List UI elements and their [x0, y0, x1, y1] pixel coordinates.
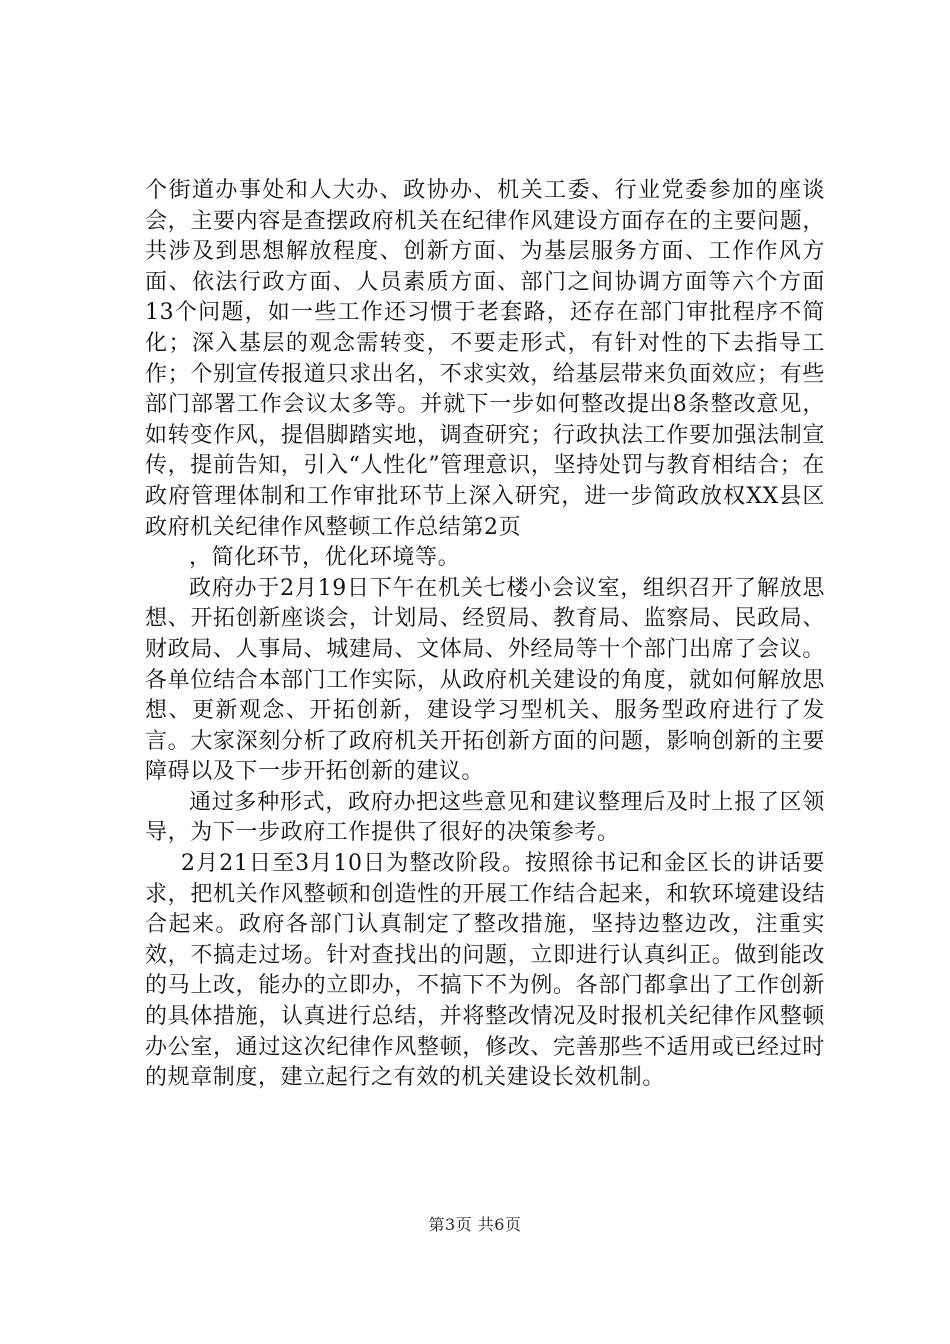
- paragraph-rectification: 2月21日至3月10日为整改阶段。按照徐书记和金区长的讲话要求，把机关作风整顿和创造性的开展工作结合起来，和软环境建设结合起来。政府各部门认真制定了整改措施，坚持边整边改，注重实效，不搞走过场。针对查找出的问题，立即进行认真纠正。做到能改的马上改，能办的立即办，不搞下不为例。各部门都拿出了工作创新的具体措施，认真进行总结，并将整改情况及时报机关纪律作风整顿办公室，通过这次纪律作风整顿，修改、完善那些不适用或已经过时的规章制度，建立起行之有效的机关建设长效机制。: [145, 851, 825, 1091]
- paragraph-forum: 政府办于2月19日下午在机关七楼小会议室，组织召开了解放思想、开拓创新座谈会，计划局、经贸局、教育局、监察局、民政局、财政局、人事局、城建局、文体局、外经局等十个部门出席了会议。各单位结合本部门工作实际，从政府机关建设的角度，就如何解放思想、更新观念、开拓创新，建设学习型机关、服务型政府进行了发言。大家深刻分析了政府机关开拓创新方面的问题，影响创新的主要障碍以及下一步开拓创新的建议。: [145, 575, 825, 785]
- document-body: [145, 176, 825, 1094]
- paragraph-continuation: 个街道办事处和人大办、政协办、机关工委、行业党委参加的座谈会，主要内容是查摆政府机关在纪律作风建设方面存在的主要问题，共涉及到思想解放程度、创新方面、为基层服务方面、工作作风方面、依法行政方面、人员素质方面、部门之间协调方面等六个方面13个问题，如一些工作还习惯于老套路，还存在部门审批程序不简化；深入基层的观念需转变，不要走形式，有针对性的下去指导工作；个别宣传报道只求出名，不求实效，给基层带来负面效应；有些部门部署工作会议太多等。并就下一步如何整改提出8条整改意见，如转变作风，提倡脚踏实地，调查研究；行政执法工作要加强法制宣传，提前告知，引入“人性化”管理意识，坚持处罚与教育相结合；在政府管理体制和工作审批环节上深入研究，进一步简政放权XX县区政府机关纪律作风整顿工作总结第2页: [145, 178, 825, 540]
- page-number-footer: 第3页 共6页: [428, 1215, 522, 1234]
- paragraph-report: 通过多种形式，政府办把这些意见和建议整理后及时上报了区领导，为下一步政府工作提供了很好的决策参考。: [145, 789, 825, 846]
- paragraph-continuation-tail: ，简化环节，优化环境等。: [189, 545, 461, 571]
